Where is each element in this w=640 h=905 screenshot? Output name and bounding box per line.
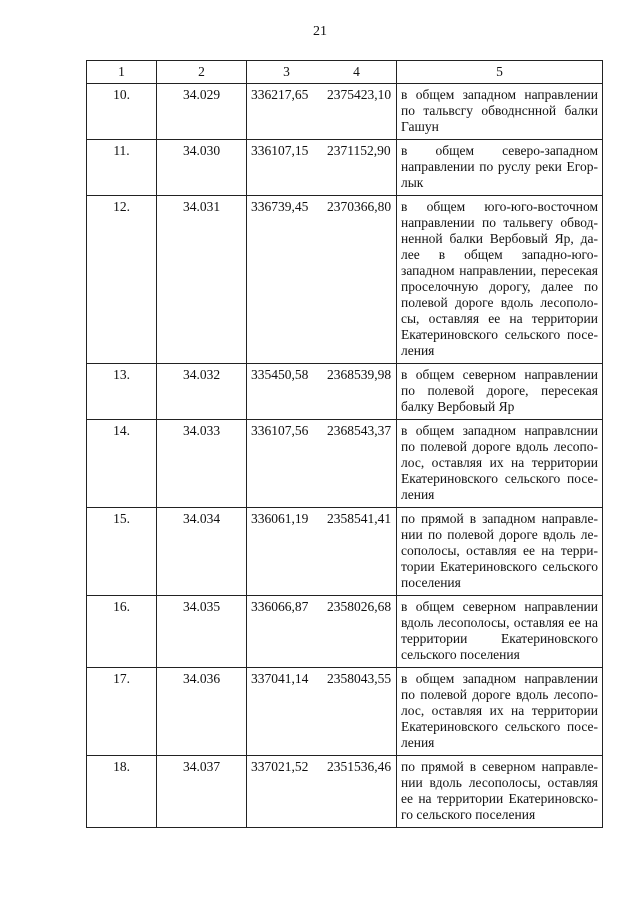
coordinate-y: 2358541,41 (327, 511, 392, 526)
table-row (87, 196, 603, 364)
row-number: 11. (87, 140, 157, 196)
table-row (87, 364, 603, 420)
header-col-1: 1 (87, 61, 157, 84)
coordinates-cell (247, 420, 397, 508)
coordinate-x: 336739,45 (251, 199, 309, 214)
header-col-5: 5 (397, 61, 603, 84)
point-code: 34.029 (157, 84, 247, 140)
coordinates-cell (247, 364, 397, 420)
coordinate-y: 2351536,46 (327, 759, 392, 774)
coordinate-y: 2358043,55 (327, 671, 392, 686)
table-row (87, 140, 603, 196)
coordinate-x: 337041,14 (251, 671, 309, 686)
row-number: 13. (87, 364, 157, 420)
coordinate-y: 2375423,10 (327, 87, 392, 102)
header-col-2: 2 (157, 61, 247, 84)
row-number: 12. (87, 196, 157, 364)
boundary-description: в общем северном направлении по полевой дороге, пересекая балку Вербовый Яр (397, 364, 603, 420)
row-number: 10. (87, 84, 157, 140)
point-code: 34.033 (157, 420, 247, 508)
boundary-description: в общем юго-юго-восточном направлении по тальвегу обвод-ненной балки Вербовый Яр, да-лее в общем западно-юго-западном направлении, пересекая проселочную дорогу, далее по полевой дороге вдоль лесополо-сы, оставляя ее на территории Екатериновского сельского посе-ления (397, 196, 603, 364)
point-code: 34.035 (157, 596, 247, 668)
coordinate-x: 336066,87 (251, 599, 309, 614)
row-number: 16. (87, 596, 157, 668)
boundary-description: в общем северном направлении вдоль лесополосы, оставляя ее на территории Екатериновского сельского поселения (397, 596, 603, 668)
point-code: 34.037 (157, 756, 247, 828)
header-col-4: 4 (353, 64, 360, 79)
coordinate-y: 2368543,37 (327, 423, 392, 438)
table-row (87, 668, 603, 756)
page-number: 21 (313, 24, 327, 39)
table-row (87, 596, 603, 668)
header-col-3: 3 (283, 64, 290, 79)
coordinates-cell (247, 196, 397, 364)
coordinate-x: 336061,19 (251, 511, 309, 526)
coordinate-y: 2358026,68 (327, 599, 392, 614)
row-number: 15. (87, 508, 157, 596)
boundary-description: по прямой в северном направле-нии вдоль лесополосы, оставляя ее на территории Екатериновско-го сельского поселения (397, 756, 603, 828)
coordinate-x: 337021,52 (251, 759, 309, 774)
coordinate-y: 2368539,98 (327, 367, 392, 382)
table-row (87, 420, 603, 508)
coordinates-cell (247, 756, 397, 828)
coordinate-y: 2371152,90 (327, 143, 391, 158)
coordinates-cell (247, 596, 397, 668)
coordinate-x: 335450,58 (251, 367, 309, 382)
coordinate-x: 336107,56 (251, 423, 309, 438)
coordinate-x: 336107,15 (251, 143, 309, 158)
coordinate-x: 336217,65 (251, 87, 309, 102)
coordinates-cell (247, 140, 397, 196)
row-number: 18. (87, 756, 157, 828)
point-code: 34.031 (157, 196, 247, 364)
boundary-description: в общем западном направлении по тальвсгу обводнснной балки Гашун (397, 84, 603, 140)
boundary-table (86, 60, 603, 828)
boundary-description: по прямой в западном направле-нии по полевой дороге вдоль ле-сополосы, оставляя ее на терри-тории Екатериновского сельского поселения (397, 508, 603, 596)
table-row (87, 756, 603, 828)
row-number: 14. (87, 420, 157, 508)
coordinates-cell (247, 508, 397, 596)
header-col-3-4 (247, 61, 397, 84)
table-row (87, 84, 603, 140)
row-number: 17. (87, 668, 157, 756)
boundary-description: в общем западном направлснии по полевой дороге вдоль лесопо-лос, оставляя их на территории Екатериновского сельского посе-ления (397, 420, 603, 508)
boundary-description: в общем западном направлении по полевой дороге вдоль лесопо-лос, оставляя их на территории Екатериновского сельского посе-ления (397, 668, 603, 756)
coordinates-cell (247, 668, 397, 756)
point-code: 34.036 (157, 668, 247, 756)
table-row (87, 508, 603, 596)
coordinates-cell (247, 84, 397, 140)
table-body (87, 84, 603, 828)
point-code: 34.034 (157, 508, 247, 596)
point-code: 34.032 (157, 364, 247, 420)
coordinate-y: 2370366,80 (327, 199, 392, 214)
point-code: 34.030 (157, 140, 247, 196)
table-header-row (87, 61, 603, 84)
boundary-description: в общем северо-западном направлении по руслу реки Егор-лык (397, 140, 603, 196)
